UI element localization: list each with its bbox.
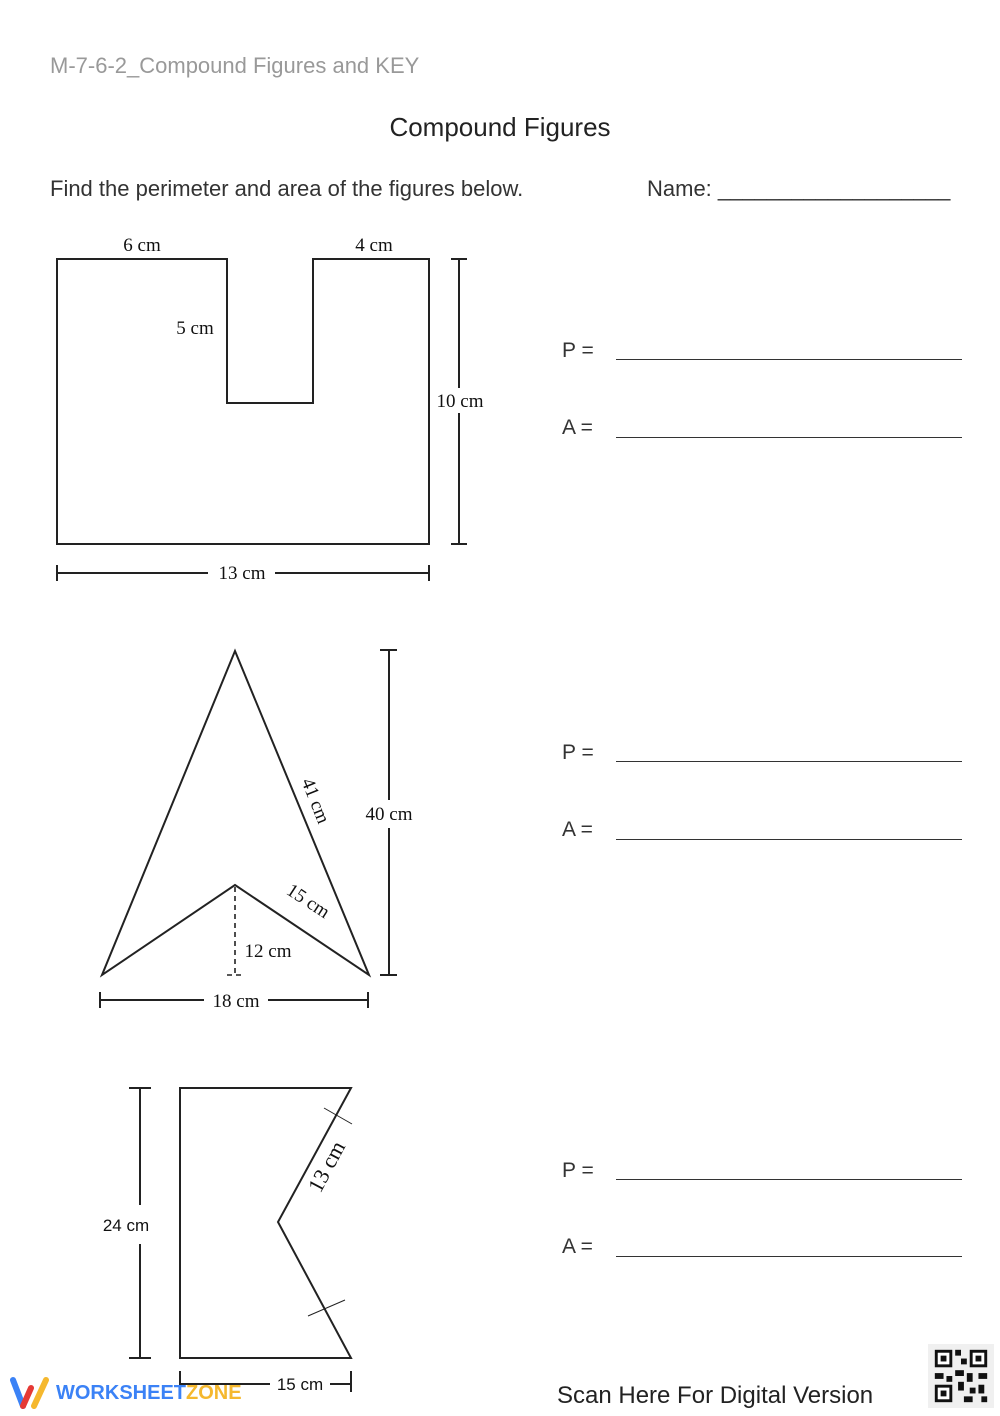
fig2-height-label: 40 cm: [365, 804, 413, 825]
fig1-height-label: 10 cm: [436, 391, 484, 412]
logo-w-icon: [10, 1376, 50, 1410]
fig1-perimeter-label: P =: [562, 339, 594, 362]
instructions: Find the perimeter and area of the figures below.: [50, 176, 524, 201]
worksheetzone-logo: [10, 1376, 242, 1410]
fig2-perimeter-label: P =: [562, 741, 594, 764]
fig1-top-left-label: 6 cm: [123, 235, 161, 256]
page-title: Compound Figures: [389, 112, 611, 142]
qr-code-icon[interactable]: [928, 1344, 994, 1408]
fig1-perimeter-answer-line[interactable]: [616, 359, 962, 360]
fig2-base-label: 18 cm: [212, 991, 260, 1012]
fig2-inner-slant-label: 15 cm: [282, 879, 334, 923]
fig3-area-answer-line[interactable]: [616, 1256, 962, 1257]
figure-1-shape: [57, 259, 429, 544]
fig2-inner-height-label: 12 cm: [244, 941, 292, 962]
fig3-slant-label: 13 cm: [302, 1136, 351, 1197]
fig1-notch-label: 5 cm: [176, 318, 214, 339]
fig1-area-answer-line[interactable]: [616, 437, 962, 438]
figure-2-inner-height: [227, 887, 243, 975]
logo-text-zone: ZONE: [186, 1381, 242, 1404]
fig3-area-label: A =: [562, 1235, 593, 1258]
name-field[interactable]: Name: ___________________: [647, 176, 951, 201]
fig3-height-label: 24 cm: [102, 1216, 150, 1235]
fig1-top-right-label: 4 cm: [355, 235, 393, 256]
fig3-width-label: 15 cm: [276, 1375, 324, 1394]
fig1-width-label: 13 cm: [218, 563, 266, 584]
fig2-slant-label: 41 cm: [296, 775, 334, 827]
figure-3-shape: [180, 1088, 351, 1358]
fig1-area-label: A =: [562, 416, 593, 439]
scan-text: Scan Here For Digital Version: [557, 1382, 874, 1409]
fig2-area-answer-line[interactable]: [616, 839, 962, 840]
logo-text-worksheet: WORKSHEET: [56, 1381, 186, 1404]
fig3-perimeter-answer-line[interactable]: [616, 1179, 962, 1180]
fig3-perimeter-label: P =: [562, 1159, 594, 1182]
fig2-area-label: A =: [562, 818, 593, 841]
document-id: M-7-6-2_Compound Figures and KEY: [50, 53, 420, 78]
fig2-perimeter-answer-line[interactable]: [616, 761, 962, 762]
